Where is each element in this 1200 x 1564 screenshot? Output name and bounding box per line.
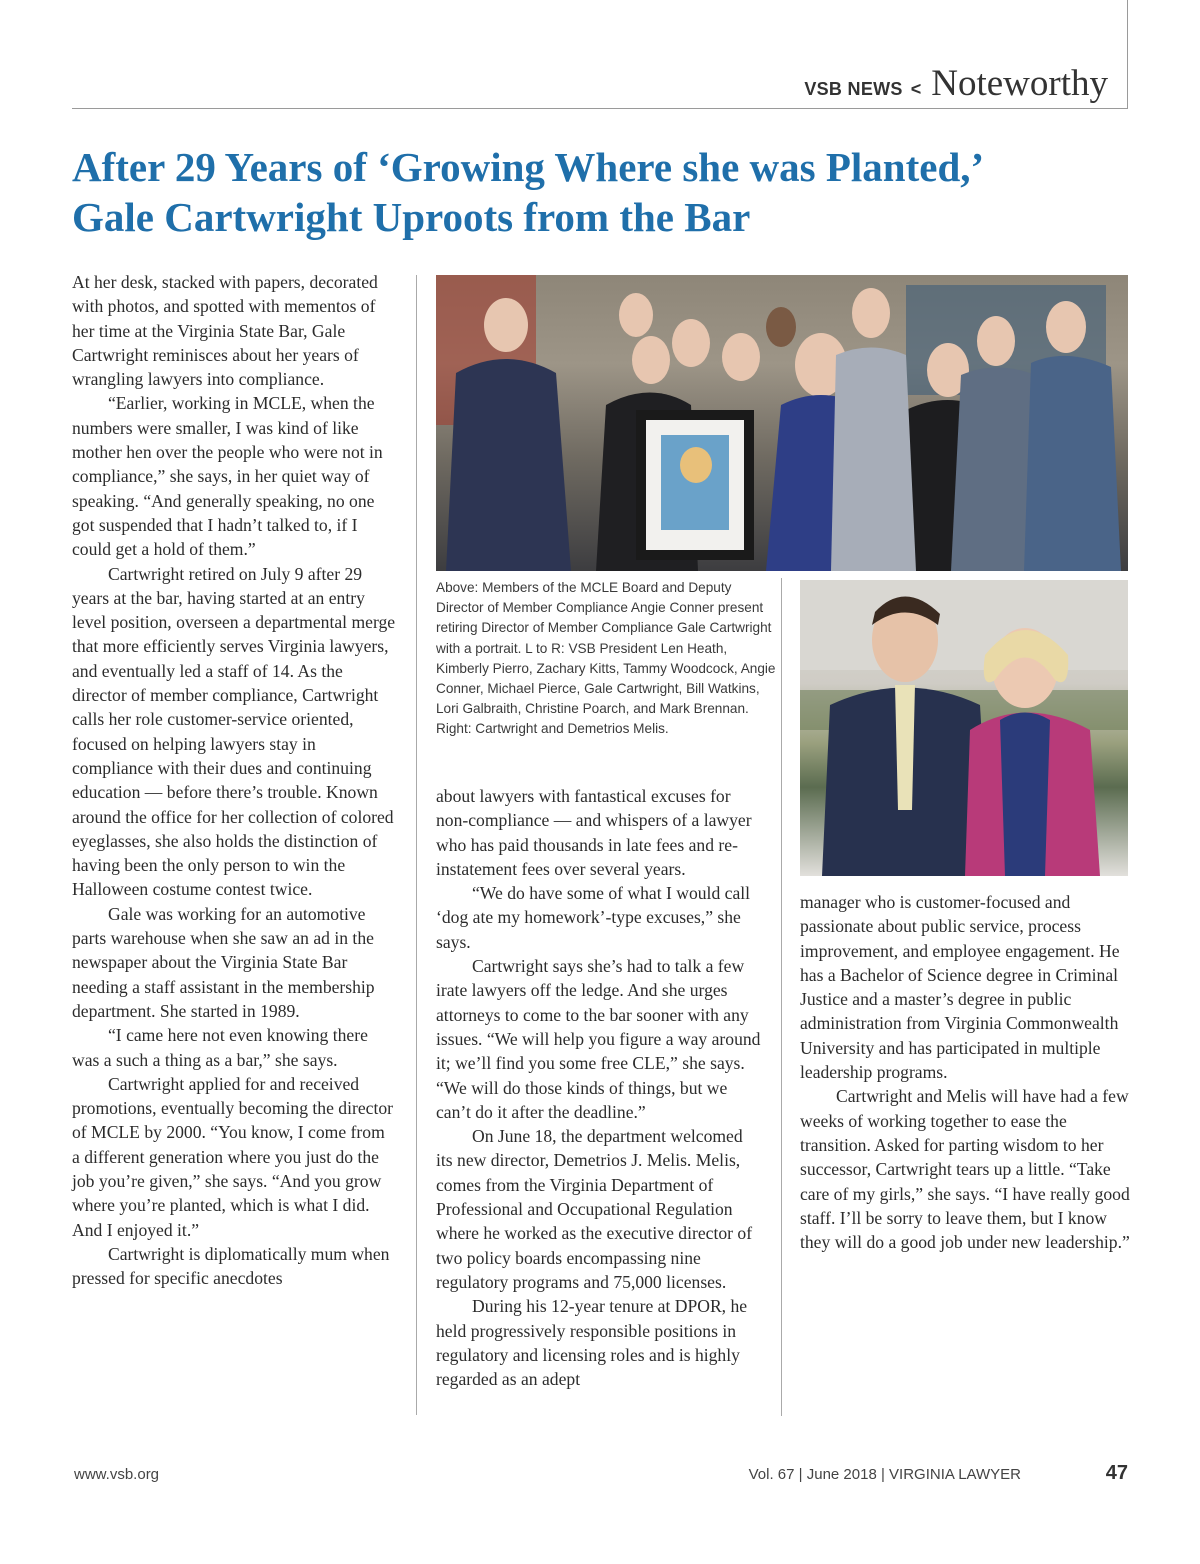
portrait-photo bbox=[800, 580, 1128, 876]
header-vertical-rule bbox=[1127, 0, 1128, 108]
section-separator: < bbox=[910, 79, 922, 99]
article-headline bbox=[72, 142, 1132, 242]
article-column-2 bbox=[436, 784, 762, 1391]
paragraph: “I came here not even knowing there was a such a thing as a bar,” she says. bbox=[72, 1025, 368, 1070]
paragraph: “Earlier, working in MCLE, when the numbers were smaller, I was kind of like mother hen over the people who were not in compliance,” she says, in her quiet way of speaking. “And generally speaking, no one got suspended that I hadn’t talked to, if I could get a hold of them.” bbox=[72, 393, 383, 560]
page-number: 47 bbox=[1105, 1462, 1128, 1484]
paragraph: about lawyers with fantastical excuses for non-compliance — and whispers of a lawyer who has paid thousands in late fees and re-instatement fees over several years. bbox=[436, 786, 752, 879]
article-column-3 bbox=[800, 890, 1130, 1254]
section-kicker: VSB NEWS bbox=[804, 79, 903, 99]
headline-line-2: Gale Cartwright Uproots from the Bar bbox=[72, 194, 751, 240]
paragraph: At her desk, stacked with papers, decorated with photos, and spotted with mementos of her time at the Virginia State Bar, Gale Cartwright reminisces about her years of wrangling lawyers into compliance. bbox=[72, 272, 378, 390]
paragraph: “We do have some of what I would call ‘dog ate my homework’-type excuses,” she says. bbox=[436, 883, 751, 952]
paragraph: Gale was working for an automotive parts warehouse when she saw an ad in the newspaper about the Virginia State Bar needing a staff assistant in the membership department. She started in 1989. bbox=[72, 903, 375, 1021]
paragraph: Cartwright applied for and received promotions, eventually becoming the director of MCLE by 2000. “You know, I come from a different generation where you just do the job you’re given,” she says. “And you grow where you’re planted, which is what I did. And I enjoyed it.” bbox=[72, 1073, 394, 1240]
footer-website: www.vsb.org bbox=[74, 1466, 160, 1483]
header-horizontal-rule bbox=[72, 108, 1128, 109]
paragraph: manager who is customer-focused and passionate about public service, process improvement, and employee engagement. He has a Bachelor of Science degree in Criminal Justice and a master’s degree in public administration from Virginia Commonwealth University and has participated in multiple leadership programs. bbox=[800, 892, 1120, 1083]
photo-caption bbox=[436, 578, 776, 740]
section-name: Noteworthy bbox=[931, 63, 1108, 104]
paragraph: Cartwright is diplomatically mum when pressed for specific anecdotes bbox=[72, 1243, 390, 1289]
column-divider bbox=[416, 275, 417, 1415]
footer-issue: Vol. 67 | June 2018 | VIRGINIA LAWYER bbox=[748, 1466, 1021, 1483]
caption-text: Above: Members of the MCLE Board and Deputy Director of Member Compliance Angie Conner present retiring Director of Member Compliance Gale Cartwright with a portrait. L to R: VSB President Len Heath, Kimberly Pierro, Zachary Kitts, Tammy Woodcock, Angie Conner, Michael Pierce, Gale Cartwright, Bill Watkins, Lori Galbraith, Christine Poarch, and Mark Brennan. Right: Cartwright and Demetrios Melis. bbox=[436, 580, 776, 737]
section-header bbox=[804, 62, 1108, 105]
paragraph: Cartwright retired on July 9 after 29 years at the bar, having started at an entry level position, overseen a departmental merge that more efficiently serves Virginia lawyers, and eventually led a staff of 14. As the director of member compliance, Cartwright calls her role customer-service oriented, focused on helping lawyers stay in compliance with their dues and continuing education — before there’s trouble. Known around the office for her collection of colored eyeglasses, she also holds the distinction of having been the only person to win the Halloween costume contest twice. bbox=[72, 563, 396, 900]
headline-line-1: After 29 Years of ‘Growing Where she was Planted,’ bbox=[72, 144, 985, 190]
paragraph: Cartwright and Melis will have had a few weeks of working together to ease the transition. Asked for parting wisdom to her successor, Cartwright tears up a little. “Take care of my girls,” she says. “I have really good staff. I’ll be sorry to leave them, but I know they will do a good job under new leadership.” bbox=[800, 1086, 1130, 1253]
paragraph: Cartwright says she’s had to talk a few irate lawyers off the ledge. And she urges attorneys to come to the bar sooner with any issues. “We will help you figure a way around it; we’ll find you some free CLE,” she says. “We will do those kinds of things, but we can’t do it after the deadline.” bbox=[436, 956, 761, 1122]
paragraph: During his 12-year tenure at DPOR, he held progressively responsible positions in regulatory and licensing roles and is highly regarded as an adept bbox=[436, 1296, 748, 1390]
column-divider bbox=[781, 578, 782, 1416]
article-column-1 bbox=[72, 270, 396, 1290]
group-photo bbox=[436, 275, 1128, 571]
paragraph: On June 18, the department welcomed its new director, Demetrios J. Melis. Melis, comes from the Virginia Department of Professional and Occupational Regulation where he worked as the executive director of two policy boards encompassing nine regulatory programs and 75,000 licenses. bbox=[436, 1126, 753, 1292]
